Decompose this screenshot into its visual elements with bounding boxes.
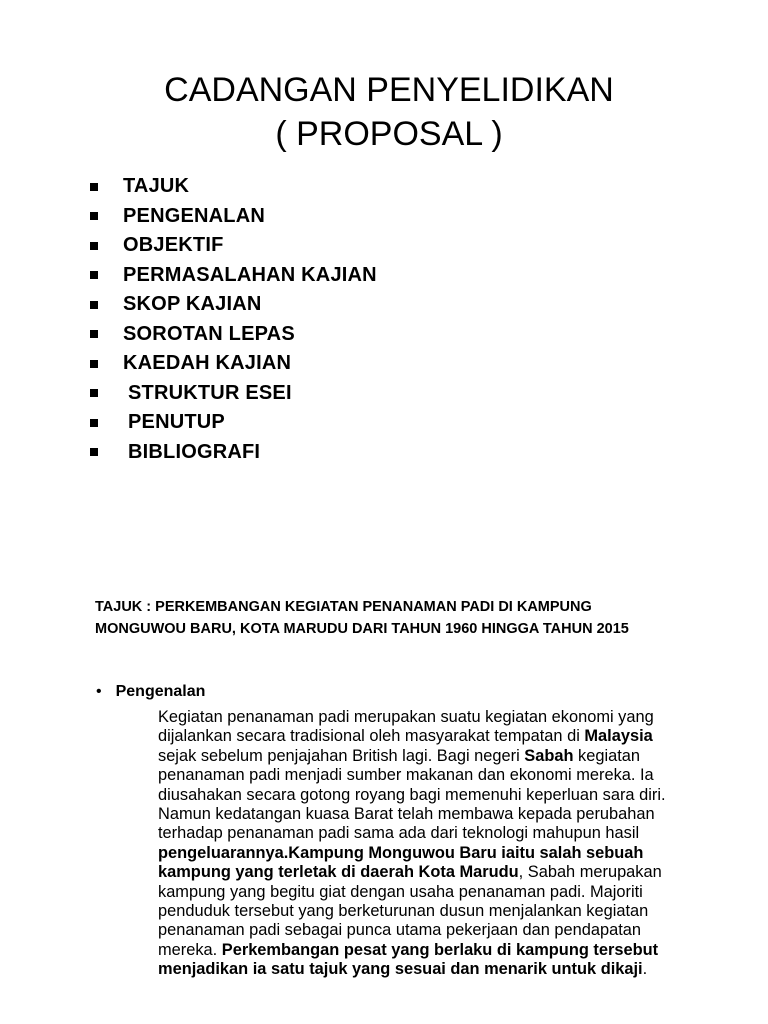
- square-bullet-icon: [90, 212, 98, 220]
- outline-item: TAJUK: [90, 172, 377, 202]
- outline-item: SOROTAN LEPAS: [90, 320, 377, 350]
- paragraph-bold-segment: pengeluarannya.Kampung Monguwou Baru iaitu salah sebuah kampung yang terletak di daerah Kota Marudu: [158, 843, 644, 882]
- paragraph-segment: kegiatan penanaman padi menjadi sumber makanan dan ekonomi mereka. Ia diusahakan secara gotong royang bagi memenuhi keperluan sara diri. Namun kedatangan kuasa Barat telah membawa kepada perubahan terhadap penanaman padi sama ada dari teknologi mahupun hasil: [158, 746, 666, 843]
- paragraph-segment: Kegiatan penanaman padi merupakan suatu kegiatan ekonomi yang dijalankan secara tradisional oleh masyarakat tempatan di: [158, 708, 654, 746]
- paragraph-segment: .: [642, 960, 648, 979]
- outline-item: STRUKTUR ESEI: [90, 379, 377, 409]
- outline-item: PENUTUP: [90, 408, 377, 438]
- outline-list: [90, 172, 377, 467]
- pengenalan-paragraph: [95, 708, 685, 980]
- square-bullet-icon: [90, 330, 98, 338]
- page-title: [0, 68, 768, 156]
- round-bullet-icon: •: [96, 683, 102, 700]
- outline-item: SKOP KAJIAN: [90, 290, 377, 320]
- paragraph-bold-segment: Sabah: [524, 746, 574, 765]
- outline-item: PERMASALAHAN KAJIAN: [90, 261, 377, 291]
- square-bullet-icon: [90, 183, 98, 191]
- outline-item: OBJEKTIF: [90, 231, 377, 261]
- outline-item: PENGENALAN: [90, 202, 377, 232]
- paragraph-bold-segment: Malaysia: [584, 727, 653, 746]
- title-line-2: ( PROPOSAL ): [275, 115, 503, 153]
- square-bullet-icon: [90, 448, 98, 456]
- pengenalan-paragraph-text: [95, 708, 685, 980]
- paragraph-segment: , Sabah merupakan kampung yang begitu giat dengan usaha penanaman padi. Majoriti penduduk tersebut yang berketurunan dusun menjalankan kegiatan penanaman padi sebagai punca utama pekerjaan dan pendapatan mereka.: [158, 863, 662, 959]
- square-bullet-icon: [90, 271, 98, 279]
- outline-item: KAEDAH KAJIAN: [90, 349, 377, 379]
- title-line-1: CADANGAN PENYELIDIKAN: [164, 71, 614, 109]
- tajuk-heading: TAJUK : PERKEMBANGAN KEGIATAN PENANAMAN PADI DI KAMPUNG MONGUWOU BARU, KOTA MARUDU DARI TAHUN 1960 HINGGA TAHUN 2015: [95, 599, 629, 637]
- paragraph-bold-segment: Perkembangan pesat yang berlaku di kampung tersebut menjadikan ia satu tajuk yang sesuai dan menarik untuk dikaji: [158, 940, 659, 979]
- outline-item: BIBLIOGRAFI: [90, 438, 377, 468]
- paragraph-segment: sejak sebelum penjajahan British lagi. Bagi negeri: [158, 746, 525, 765]
- square-bullet-icon: [90, 360, 98, 368]
- square-bullet-icon: [90, 242, 98, 250]
- square-bullet-icon: [90, 419, 98, 427]
- square-bullet-icon: [90, 389, 98, 397]
- pengenalan-heading-label: Pengenalan: [115, 683, 206, 700]
- square-bullet-icon: [90, 301, 98, 309]
- pengenalan-heading: [96, 683, 205, 701]
